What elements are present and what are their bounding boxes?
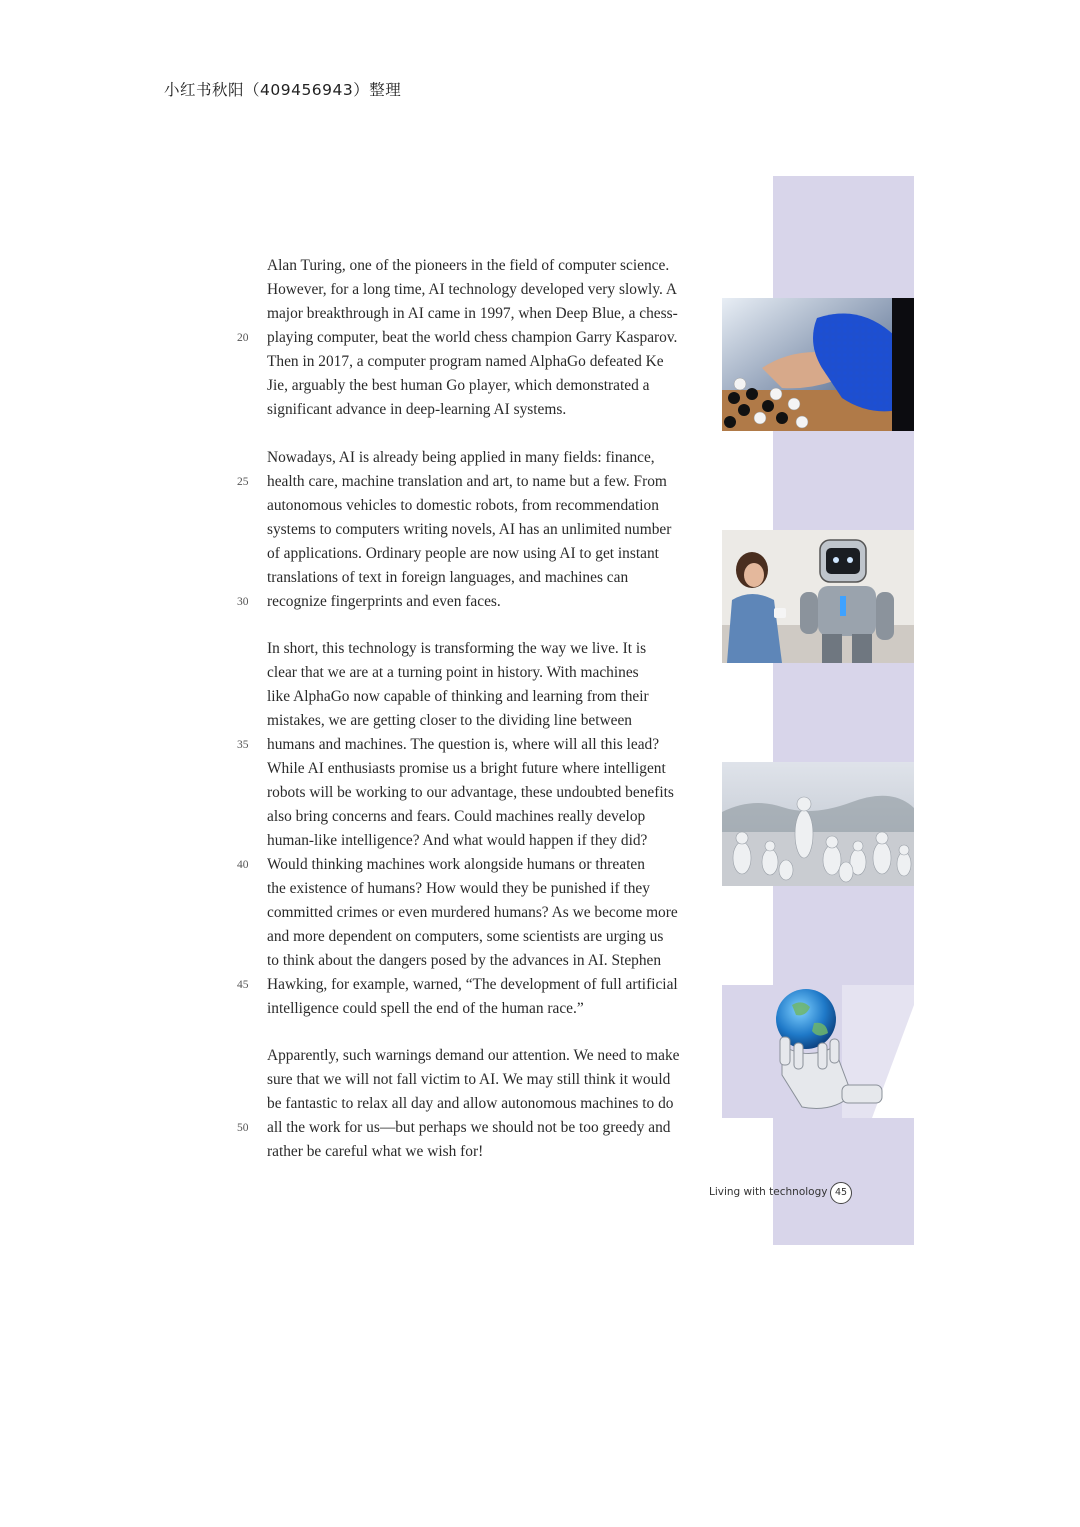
globe-hand-photo	[722, 985, 914, 1118]
go-hand-photo	[722, 298, 914, 431]
text-line: robots will be working to our advantage, these undoubted benefits	[267, 784, 674, 801]
text-line: In short, this technology is transforming the way we live. It is	[267, 640, 647, 657]
text-line: recognize fingerprints and even faces.	[267, 593, 501, 610]
text-line: Nowadays, AI is already being applied in many fields: finance,	[267, 449, 655, 466]
text-line: rather be careful what we wish for!	[267, 1143, 484, 1160]
text-line: all the work for us—but perhaps we should not be too greedy and	[267, 1119, 671, 1136]
text-line: Hawking, for example, warned, “The development of full artificial	[267, 976, 678, 993]
text-line: significant advance in deep-learning AI systems.	[267, 401, 567, 418]
text-line: translations of text in foreign languages, and machines can	[267, 569, 629, 586]
line-number: 45	[237, 979, 249, 991]
text-line: be fantastic to relax all day and allow autonomous machines to do	[267, 1095, 674, 1112]
line-number: 25	[237, 476, 249, 488]
header-note: 小红书秋阳（409456943）整理	[164, 81, 402, 99]
line-number: 50	[237, 1122, 249, 1134]
text-line: Jie, arguably the best human Go player, which demonstrated a	[267, 377, 650, 394]
text-line: of applications. Ordinary people are now using AI to get instant	[267, 545, 659, 562]
text-line: mistakes, we are getting closer to the dividing line between	[267, 712, 632, 729]
page-number: 45	[830, 1182, 852, 1204]
line-number: 30	[237, 596, 249, 608]
text-line: committed crimes or even murdered humans? As we become more	[267, 904, 678, 921]
text-line: major breakthrough in AI came in 1997, when Deep Blue, a chess-	[267, 305, 678, 322]
text-line: to think about the dangers posed by the advances in AI. Stephen	[267, 952, 662, 969]
text-line: humans and machines. The question is, where will all this lead?	[267, 736, 660, 753]
text-line: health care, machine translation and art, to name but a few. From	[267, 473, 667, 490]
text-line: like AlphaGo now capable of thinking and learning from their	[267, 688, 649, 705]
text-line: While AI enthusiasts promise us a bright future where intelligent	[267, 760, 666, 777]
text-line: autonomous vehicles to domestic robots, from recommendation	[267, 497, 659, 514]
text-line: the existence of humans? How would they be punished if they	[267, 880, 650, 897]
text-line: and more dependent on computers, some scientists are urging us	[267, 928, 664, 945]
text-line: also bring concerns and fears. Could machines really develop	[267, 808, 646, 825]
text-line: intelligence could spell the end of the human race.”	[267, 1000, 584, 1017]
text-line: systems to computers writing novels, AI has an unlimited number	[267, 521, 672, 538]
line-number: 40	[237, 859, 249, 871]
text-line: playing computer, beat the world chess champion Garry Kasparov.	[267, 329, 678, 346]
robot-crowd-photo	[722, 762, 914, 886]
line-number: 35	[237, 739, 249, 751]
text-line: clear that we are at a turning point in history. With machines	[267, 664, 639, 681]
woman-robot-photo	[722, 530, 914, 663]
text-line: Apparently, such warnings demand our attention. We need to make	[267, 1047, 680, 1064]
footer-section-title: Living with technology	[709, 1186, 828, 1198]
text-line: sure that we will not fall victim to AI. We may still think it would	[267, 1071, 671, 1088]
text-line: Alan Turing, one of the pioneers in the field of computer science.	[267, 257, 670, 274]
text-line: Would thinking machines work alongside humans or threaten	[267, 856, 645, 873]
text-line: human-like intelligence? And what would happen if they did?	[267, 832, 648, 849]
line-number: 20	[237, 332, 249, 344]
text-line: Then in 2017, a computer program named AlphaGo defeated Ke	[267, 353, 664, 370]
text-line: However, for a long time, AI technology developed very slowly. A	[267, 281, 677, 298]
